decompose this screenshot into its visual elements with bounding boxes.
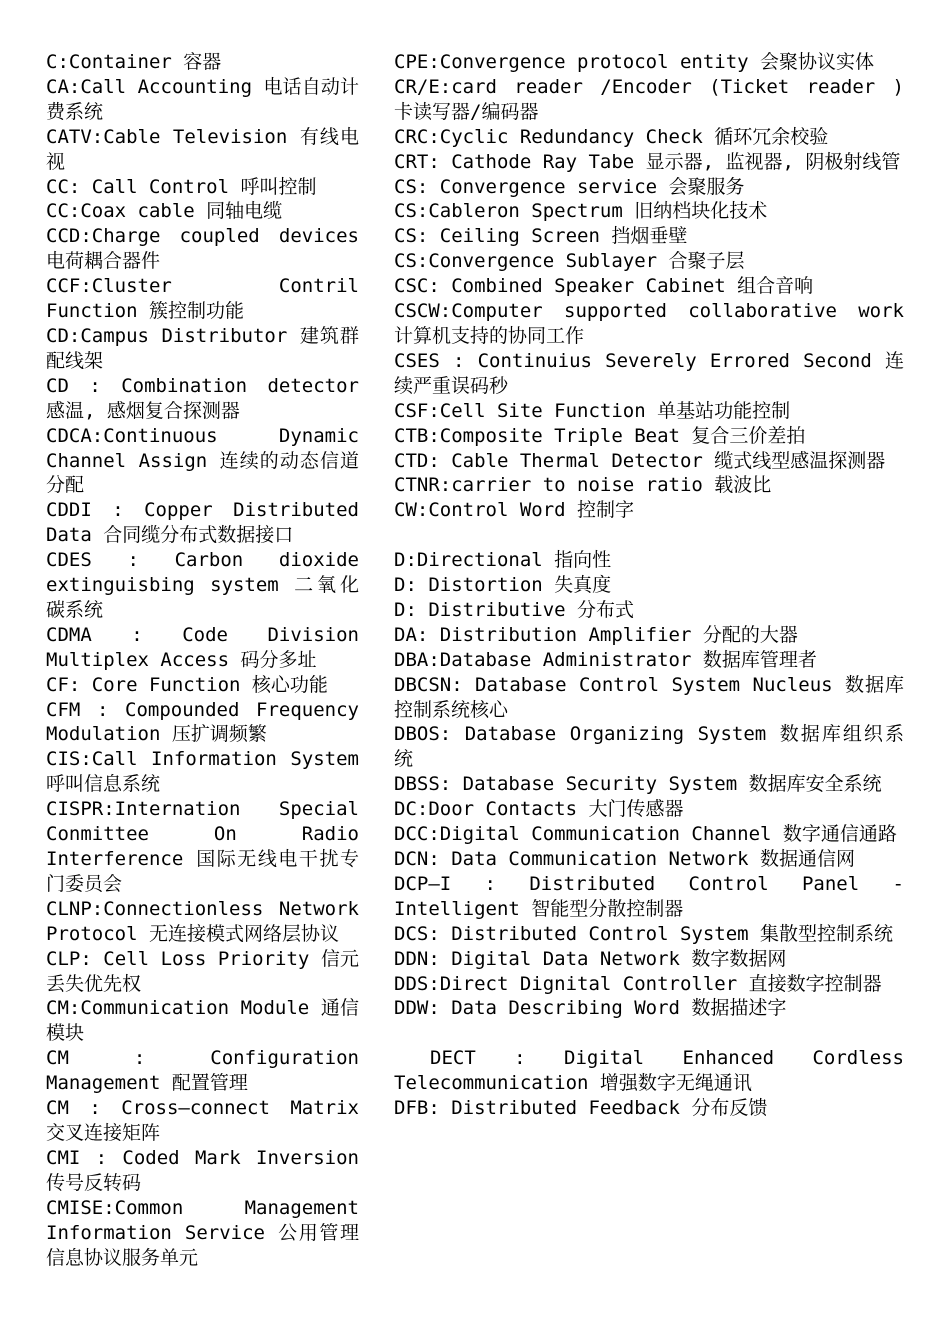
glossary-entry: CMI : Coded Mark Inversion 传号反转码 [46, 1146, 359, 1194]
glossary-entry: DCS: Distributed Control System 集散型控制系统 [394, 922, 894, 945]
section-gap [394, 523, 904, 548]
glossary-entry: DC:Door Contacts 大门传感器 [394, 798, 684, 821]
glossary-entry: CF: Core Function 核心功能 [46, 673, 328, 696]
glossary-entry: DBOS: Database Organizing System 数据库组织系统 [394, 723, 904, 771]
glossary-entry: CCD:Charge coupled devices 电荷耦合器件 [46, 225, 359, 273]
glossary-entry: CISPR:Internation Special Conmittee On Radio Interference 国际无线电干扰专门委员会 [46, 798, 359, 895]
glossary-entry: CIS:Call Information System 呼叫信息系统 [46, 748, 359, 796]
glossary-entry: DBSS: Database Security System 数据库安全系统 [394, 773, 882, 796]
glossary-entry: DA: Distribution Amplifier 分配的大器 [394, 623, 798, 646]
glossary-entry: CC:Coax cable 同轴电缆 [46, 200, 283, 223]
glossary-entry: CSES : Continuius Severely Errored Second 连续严重误码秒 [394, 349, 904, 397]
glossary-entry: DDS:Direct Dignital Controller 直接数字控制器 [394, 972, 882, 995]
glossary-entry: D: Distributive 分布式 [394, 598, 635, 621]
glossary-entry: CLP: Cell Loss Priority 信元丢失优先权 [46, 947, 359, 995]
glossary-entry: DFB: Distributed Feedback 分布反馈 [394, 1097, 768, 1120]
glossary-entry: D:Directional 指向性 [394, 549, 612, 572]
glossary-entry: CS:Cableron Spectrum 旧纳档块化技术 [394, 200, 768, 223]
glossary-entry: D: Distortion 失真度 [394, 574, 612, 597]
glossary-entry: CTB:Composite Triple Beat 复合三价差拍 [394, 424, 806, 447]
glossary-entry: CS:Convergence Sublayer 合聚子层 [394, 250, 745, 273]
glossary-entry: DDW: Data Describing Word 数据描述字 [394, 997, 787, 1020]
glossary-entry: CSC: Combined Speaker Cabinet 组合音响 [394, 275, 814, 298]
glossary-entry: CLNP:Connectionless Network Protocol 无连接模式网络层协议 [46, 897, 359, 945]
glossary-entry: CD : Combination detector 感温, 感烟复合探测器 [46, 374, 359, 422]
glossary-entry: CM : Configuration Management 配置管理 [46, 1047, 359, 1095]
glossary-entry: CTD: Cable Thermal Detector 缆式线型感温探测器 [394, 449, 886, 472]
glossary-entry: DBA:Database Administrator 数据库管理者 [394, 648, 817, 671]
glossary-entry: DCC:Digital Communication Channel 数字通信通路 [394, 823, 897, 846]
glossary-entry: CSCW:Computer supported collaborative work 计算机支持的协同工作 [394, 300, 904, 347]
glossary-entry: DCN: Data Communication Network 数据通信网 [394, 847, 856, 870]
glossary-entry: CC: Call Control 呼叫控制 [46, 175, 317, 198]
glossary-entry: CCF:Cluster Contril Function 簇控制功能 [46, 275, 359, 323]
left-column [46, 50, 359, 1270]
glossary-entry: DECT : Digital Enhanced Cordless Telecommunication 增强数字无绳通讯 [394, 1047, 904, 1095]
glossary-entry: CA:Call Accounting 电话自动计费系统 [46, 75, 359, 123]
glossary-entry: CMISE:Common Management Information Service 公用管理信息协议服务单元 [46, 1196, 359, 1269]
glossary-entry: CW:Control Word 控制字 [394, 499, 635, 522]
glossary-entry: CR/E:card reader /Encoder (Ticket reader ) 卡读写器/编码器 [394, 75, 904, 123]
glossary-entry: CM:Communication Module 通信模块 [46, 997, 359, 1045]
glossary-entry: CS: Convergence service 会聚服务 [394, 175, 745, 198]
glossary-entry: CDCA:Continuous Dynamic Channel Assign 连续的动态信道分配 [46, 424, 359, 497]
glossary-entry: CSF:Cell Site Function 单基站功能控制 [394, 399, 791, 422]
glossary-entry: CATV:Cable Television 有线电视 [46, 125, 359, 173]
glossary-entry: DDN: Digital Data Network 数字数据网 [394, 947, 787, 970]
glossary-entry: CM : Cross—connect Matrix 交叉连接矩阵 [46, 1097, 359, 1144]
glossary-entry: CFM : Compounded Frequency Modulation 压扩调频繁 [46, 698, 359, 746]
glossary-entry: CPE:Convergence protocol entity 会聚协议实体 [394, 51, 875, 73]
glossary-entry: CS: Ceiling Screen 挡烟垂壁 [394, 225, 688, 248]
glossary-entry: CRT: Cathode Ray Tabe 显示器, 监视器, 阴极射线管 [394, 150, 901, 173]
glossary-entry: DCP—I : Distributed Control Panel - Intelligent 智能型分散控制器 [394, 872, 904, 920]
glossary-entry: CDES : Carbon dioxide extinguisbing system 二氧化碳系统 [46, 549, 359, 621]
glossary-entry: CDDI : Copper Distributed Data 合同缆分布式数据接口 [46, 499, 359, 547]
glossary-entry: DBCSN: Database Control System Nucleus 数据库控制系统核心 [394, 673, 904, 721]
glossary-entry: C:Container 容器 [46, 51, 222, 73]
glossary-entry: CD:Campus Distributor 建筑群配线架 [46, 324, 359, 372]
glossary-entry: CRC:Cyclic Redundancy Check 循环冗余校验 [394, 125, 829, 148]
right-column [394, 50, 904, 1121]
glossary-entry: CTNR:carrier to noise ratio 载波比 [394, 474, 772, 497]
section-gap [394, 1021, 904, 1046]
glossary-entry: CDMA : Code Division Multiplex Access 码分多址 [46, 623, 359, 671]
